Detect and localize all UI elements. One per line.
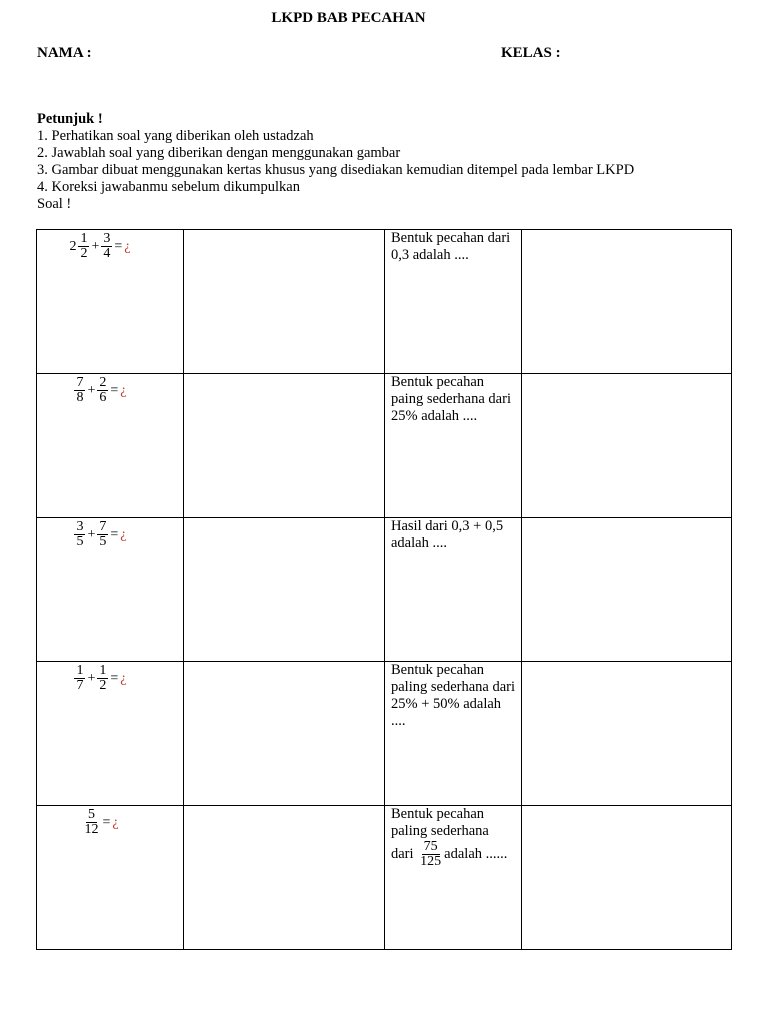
- denominator: 4: [103, 246, 111, 261]
- answer-cell[interactable]: [184, 518, 385, 662]
- fraction: [97, 376, 108, 405]
- question-text-dari: dari: [391, 845, 414, 862]
- question-text: Bentuk pecahan paling sederhana dari 25% + 50% adalah ....: [391, 662, 516, 729]
- question-text-prefix: Bentuk pecahan paling sederhana: [391, 806, 489, 839]
- denominator: 125: [420, 854, 442, 869]
- instruction-item: 2. Jawablah soal yang diberikan dengan menggunakan gambar: [37, 145, 401, 161]
- question-cell: [385, 662, 522, 806]
- numerator: 7: [76, 375, 84, 390]
- answer-cell[interactable]: [522, 230, 732, 374]
- instruction-item: 3. Gambar dibuat menggunakan kertas khusus yang disediakan kemudian ditempel pada lembar LKPD: [37, 162, 635, 178]
- plus-operator: +: [87, 527, 96, 542]
- kelas-label: KELAS :: [501, 45, 561, 61]
- question-cell: [385, 374, 522, 518]
- question-mark: ¿: [120, 671, 127, 686]
- soal-label: Soal !: [37, 196, 72, 212]
- question-table: [36, 229, 732, 950]
- equals-sign: =: [110, 383, 119, 398]
- plus-operator: +: [87, 383, 96, 398]
- expression-cell: [37, 806, 184, 950]
- plus-operator: +: [87, 671, 96, 686]
- table-row: [37, 806, 732, 950]
- equals-sign: =: [110, 671, 119, 686]
- question-cell: [385, 806, 522, 950]
- answer-cell[interactable]: [184, 662, 385, 806]
- plus-operator: +: [91, 239, 100, 254]
- answer-cell[interactable]: [522, 518, 732, 662]
- fraction-expression: [37, 518, 183, 549]
- question-text: Bentuk pecahan dari 0,3 adalah ....: [391, 230, 511, 263]
- instructions: [37, 111, 634, 213]
- numerator: 7: [99, 519, 107, 534]
- fraction: [74, 520, 85, 549]
- answer-cell[interactable]: [522, 806, 732, 950]
- numerator: 2: [99, 375, 107, 390]
- denominator: 12: [84, 822, 99, 837]
- answer-cell[interactable]: [522, 374, 732, 518]
- question-mark: ¿: [112, 815, 119, 830]
- denominator: 6: [99, 390, 107, 405]
- numerator: 3: [76, 519, 84, 534]
- instructions-heading: Petunjuk !: [37, 111, 103, 127]
- equals-sign: =: [110, 527, 119, 542]
- expression-cell: [37, 662, 184, 806]
- fraction: [97, 520, 108, 549]
- denominator: 5: [99, 534, 107, 549]
- whole-number: 2: [69, 239, 77, 254]
- question-text-suffix: adalah ......: [444, 845, 508, 862]
- numerator: 1: [99, 663, 107, 678]
- page-title: LKPD BAB PECAHAN: [271, 10, 426, 26]
- fraction: [74, 664, 85, 693]
- equals-sign: =: [102, 815, 111, 830]
- fraction: [97, 664, 108, 693]
- fraction: [418, 840, 443, 869]
- table-row: [37, 230, 732, 374]
- fraction-expression: [37, 662, 183, 693]
- fraction: [101, 232, 112, 261]
- question-cell: [385, 230, 522, 374]
- numerator: 1: [80, 231, 88, 246]
- fraction: [78, 232, 89, 261]
- fraction-expression: [37, 230, 183, 261]
- fraction-expression: [37, 374, 183, 405]
- expression-cell: [37, 518, 184, 662]
- fraction: [82, 808, 100, 837]
- denominator: 7: [76, 678, 84, 693]
- answer-cell[interactable]: [184, 374, 385, 518]
- answer-cell[interactable]: [184, 230, 385, 374]
- table-row: [37, 662, 732, 806]
- numerator: 1: [76, 663, 84, 678]
- question-text: [385, 806, 521, 869]
- question-text: Bentuk pecahan paing sederhana dari 25% adalah ....: [391, 374, 511, 424]
- expression-cell: [37, 374, 184, 518]
- fraction-expression: [37, 806, 183, 837]
- answer-cell[interactable]: [522, 662, 732, 806]
- denominator: 2: [99, 678, 107, 693]
- fraction: [74, 376, 85, 405]
- table-row: [37, 374, 732, 518]
- question-mark: ¿: [120, 527, 127, 542]
- numerator: 3: [103, 231, 111, 246]
- table-row: [37, 518, 732, 662]
- expression-cell: [37, 230, 184, 374]
- equals-sign: =: [114, 239, 123, 254]
- question-mark: ¿: [120, 383, 127, 398]
- numerator: 75: [423, 839, 438, 854]
- question-mark: ¿: [124, 239, 131, 254]
- denominator: 5: [76, 534, 84, 549]
- question-cell: [385, 518, 522, 662]
- answer-cell[interactable]: [184, 806, 385, 950]
- denominator: 2: [80, 246, 88, 261]
- instruction-item: 4. Koreksi jawabanmu sebelum dikumpulkan: [37, 179, 300, 195]
- denominator: 8: [76, 390, 84, 405]
- instruction-item: 1. Perhatikan soal yang diberikan oleh ustadzah: [37, 128, 314, 144]
- nama-label: NAMA :: [37, 45, 92, 61]
- numerator: 5: [87, 807, 95, 822]
- question-text: Hasil dari 0,3 + 0,5 adalah ....: [391, 518, 504, 551]
